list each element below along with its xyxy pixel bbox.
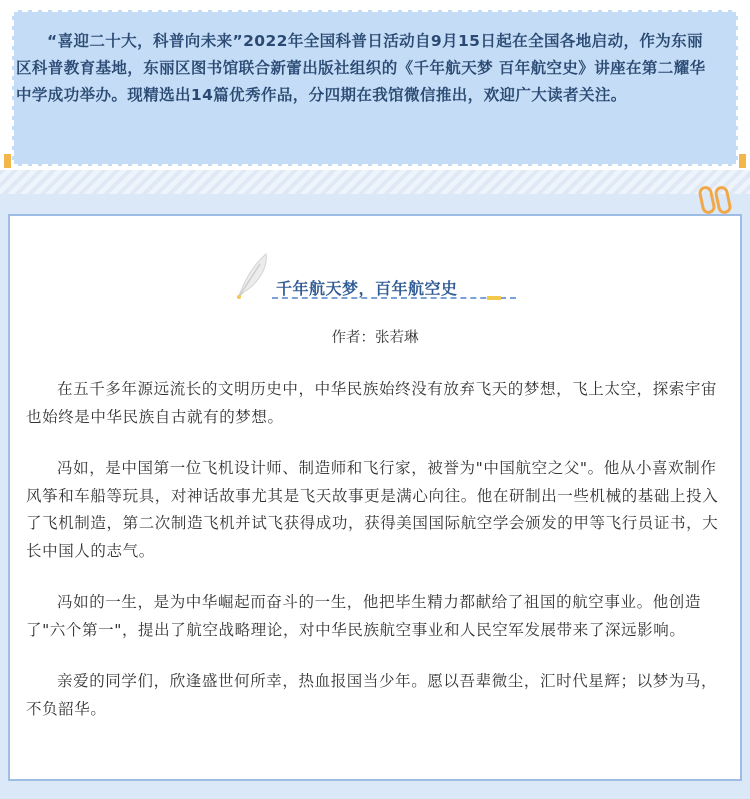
corner-decoration [4, 154, 11, 168]
paragraph: 冯如的一生，是为中华崛起而奋斗的一生，他把毕生精力都献给了祖国的航空事业。他创造了"六个第一"，提出了航空战略理论，对中华民族航空事业和人民空军发展带来了深远影响。 [26, 593, 702, 639]
article-author: 作者：张若琳 [331, 330, 419, 346]
feather-icon [234, 252, 270, 300]
article-title: 千年航天梦，百年航空史 [276, 279, 458, 298]
paragraph: 在五千多年源远流长的文明历史中，中华民族始终没有放弃飞天的梦想，飞上太空，探索宇宙也始终是中华民族自古就有的梦想。 [26, 380, 718, 426]
paragraph: 亲爱的同学们，欣逢盛世何所幸，热血报国当少年。愿以吾辈微尘，汇时代星辉；以梦为马，不负韶华。 [26, 672, 718, 718]
stripe-divider [0, 170, 750, 194]
title-highlight [487, 296, 501, 300]
title-underline [272, 297, 516, 299]
article-body [26, 376, 726, 747]
intro-text: “喜迎二十大，科普向未来”2022年全国科普日活动自9月15日起在全国各地启动，作为东丽区科普教育基地，东丽区图书馆联合新蕾出版社组织的《千年航天梦 百年航空史》讲座在第二耀华中学成功举办。现精选出14篇优秀作品，分四期在我馆微信推出，欢迎广大读者关注。 [16, 32, 706, 104]
intro-banner [0, 0, 750, 178]
corner-decoration [739, 154, 746, 168]
paragraph: 冯如，是中国第一位飞机设计师、制造师和飞行家，被誉为"中国航空之父"。他从小喜欢制作风筝和车船等玩具，对神话故事尤其是飞天故事更是满心向往。他在研制出一些机械的基础上投入了飞机制造，第二次制造飞机并试飞获得成功，获得美国国际航空学会颁发的甲等飞行员证书，大长中国人的志气。 [26, 459, 719, 560]
